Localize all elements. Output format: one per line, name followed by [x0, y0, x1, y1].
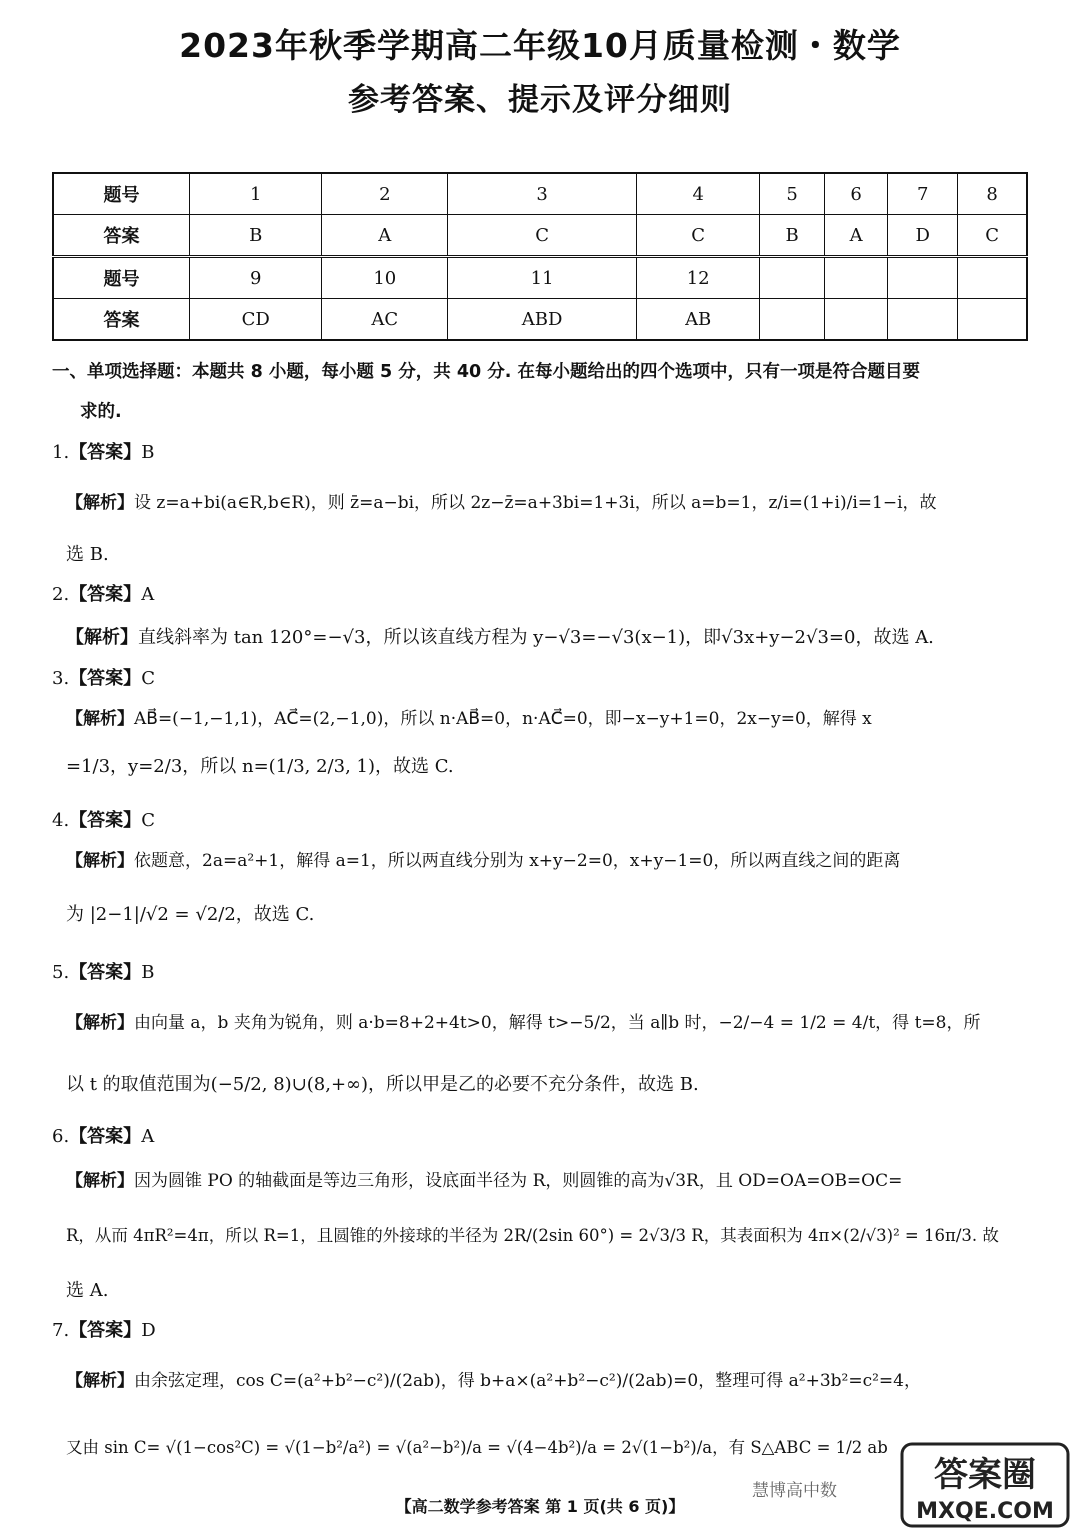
table-row-numbers-1: [53, 173, 1027, 215]
row-label: 题号: [53, 173, 190, 215]
table-cell: C: [448, 215, 637, 257]
table-cell: 10: [322, 257, 448, 299]
explain-text: AB⃗=(−1,−1,1)，AC⃗=(2,−1,0)，所以 n·AB⃗=0，n·AC⃗=0，即−x−y+1=0，2x−y=0，解得 x: [134, 709, 872, 729]
table-cell: [760, 299, 824, 341]
table-cell: [958, 299, 1027, 341]
q1-explanation-cont: 选 B.: [66, 544, 109, 565]
table-cell: 4: [637, 173, 760, 215]
answer-tag: 【答案】: [69, 810, 142, 831]
table-row-answers-2: [53, 299, 1027, 341]
q7-explanation: [66, 1366, 921, 1391]
answer-table: [52, 172, 1028, 341]
table-cell: C: [637, 215, 760, 257]
answer-value: A: [141, 1126, 155, 1147]
answer-value: C: [141, 668, 155, 689]
explain-text: 直线斜率为 tan 120°=−√3，所以该直线方程为 y−√3=−√3(x−1)，即√3x+y−2√3=0，故选 A.: [138, 627, 934, 648]
watermark-logo-url: MXQE.COM: [916, 1499, 1054, 1524]
answer-tag: 【答案】: [69, 1320, 142, 1341]
table-cell: 12: [637, 257, 760, 299]
table-cell: A: [322, 215, 448, 257]
table-cell: 7: [888, 173, 958, 215]
explain-tag: 【解析】: [66, 1171, 134, 1191]
row-label: 答案: [53, 215, 190, 257]
q1-answer: [52, 438, 154, 464]
page-subtitle: 参考答案、提示及评分细则: [348, 82, 732, 118]
explain-tag: 【解析】: [66, 1013, 134, 1033]
row-label: 答案: [53, 299, 190, 341]
q6-explanation: [66, 1166, 902, 1191]
q-number: 6.: [52, 1126, 70, 1147]
page-footer: 【高二数学参考答案 第 1 页(共 6 页)】: [395, 1497, 685, 1516]
watermark-account: 慧博高中数: [752, 1481, 837, 1501]
q3-explanation: [66, 704, 872, 729]
q6-answer: [52, 1122, 154, 1148]
q-number: 1.: [52, 442, 70, 463]
table-row-numbers-2: [53, 257, 1027, 299]
q6-explanation-cont: R，从而 4πR²=4π，所以 R=1，且圆锥的外接球的半径为 2R/(2sin 60°) = 2√3/3 R，其表面积为 4π×(2/√3)² = 16π/3. 故: [66, 1226, 999, 1245]
q-number: 2.: [52, 584, 70, 605]
table-cell: 8: [958, 173, 1027, 215]
q3-answer: [52, 664, 155, 690]
explain-tag: 【解析】: [66, 1371, 134, 1391]
explain-tag: 【解析】: [66, 627, 138, 648]
q-number: 3.: [52, 668, 70, 689]
answer-value: A: [141, 584, 155, 605]
table-cell: 11: [448, 257, 637, 299]
table-cell: 3: [448, 173, 637, 215]
table-cell: AB: [637, 299, 760, 341]
table-cell: A: [824, 215, 887, 257]
answer-value: B: [141, 442, 155, 463]
table-cell: D: [888, 215, 958, 257]
q2-answer: [52, 580, 154, 606]
row-label: 题号: [53, 257, 190, 299]
explain-text: 由余弦定理，cos C=(a²+b²−c²)/(2ab)，得 b+a×(a²+b²−c²)/(2ab)=0，整理可得 a²+3b²=c²=4，: [134, 1371, 921, 1391]
explain-text: 依题意，2a=a²+1，解得 a=1，所以两直线分别为 x+y−2=0，x+y−1=0，所以两直线之间的距离: [134, 851, 901, 871]
table-cell: 5: [760, 173, 824, 215]
table-cell: [760, 257, 824, 299]
table-cell: 2: [322, 173, 448, 215]
q4-answer: [52, 806, 155, 832]
explain-tag: 【解析】: [66, 493, 134, 513]
answer-tag: 【答案】: [69, 1126, 142, 1147]
explain-text: 设 z=a+bi(a∈R,b∈R)，则 z̄=a−bi，所以 2z−z̄=a+3bi=1+3i，所以 a=b=1，z/i=(1+i)/i=1−i，故: [134, 493, 937, 513]
q-number: 7.: [52, 1320, 70, 1341]
table-cell: ABD: [448, 299, 637, 341]
watermark-logo-text: 答案圈: [934, 1455, 1036, 1495]
table-cell: B: [760, 215, 824, 257]
answer-value: B: [141, 962, 155, 983]
q-number: 4.: [52, 810, 70, 831]
section-heading: 一、单项选择题：本题共 8 小题，每小题 5 分，共 40 分. 在每小题给出的四个选项中，只有一项是符合题目要: [52, 362, 920, 382]
table-row-answers-1: [53, 215, 1027, 257]
answer-tag: 【答案】: [69, 668, 142, 689]
table-cell: AC: [322, 299, 448, 341]
answer-tag: 【答案】: [69, 442, 142, 463]
answer-value: D: [141, 1320, 156, 1341]
explain-text: 因为圆锥 PO 的轴截面是等边三角形，设底面半径为 R，则圆锥的高为√3R，且 OD=OA=OB=OC=: [134, 1171, 903, 1191]
q4-explanation-cont: 为 |2−1|/√2 = √2/2，故选 C.: [66, 904, 315, 925]
q5-explanation-cont: 以 t 的取值范围为(−5/2, 8)∪(8,+∞)，所以甲是乙的必要不充分条件，故选 B.: [66, 1074, 699, 1095]
table-cell: 6: [824, 173, 887, 215]
answer-tag: 【答案】: [69, 962, 142, 983]
q2-explanation: [66, 623, 934, 649]
q7-explanation-cont: 又由 sin C= √(1−cos²C) = √(1−b²/a²) = √(a²−b²)/a = √(4−4b²)/a = 2√(1−b²)/a，有 S△ABC = 1/2 ab: [66, 1438, 888, 1457]
q6-explanation-cont2: 选 A.: [66, 1280, 109, 1301]
answer-tag: 【答案】: [69, 584, 142, 605]
explain-tag: 【解析】: [66, 709, 134, 729]
table-cell: [888, 257, 958, 299]
q4-explanation: [66, 846, 900, 871]
explain-text: 由向量 a，b 夹角为锐角，则 a·b=8+2+4t>0，解得 t>−5/2，当 a∥b 时，−2/−4 = 1/2 = 4/t，得 t=8，所: [134, 1013, 981, 1033]
answer-value: C: [141, 810, 155, 831]
table-cell: C: [958, 215, 1027, 257]
table-cell: 9: [190, 257, 322, 299]
q-number: 5.: [52, 962, 70, 983]
table-cell: CD: [190, 299, 322, 341]
table-cell: [958, 257, 1027, 299]
q3-explanation-cont: =1/3，y=2/3，所以 n=(1/3, 2/3, 1)，故选 C.: [66, 756, 454, 777]
explain-tag: 【解析】: [66, 851, 134, 871]
q7-answer: [52, 1316, 156, 1342]
table-cell: [888, 299, 958, 341]
q5-answer: [52, 958, 154, 984]
page-title: 2023年秋季学期高二年级10月质量检测・数学: [179, 26, 901, 65]
table-cell: 1: [190, 173, 322, 215]
table-cell: B: [190, 215, 322, 257]
section-heading-cont: 求的.: [80, 402, 122, 422]
q5-explanation: [66, 1008, 980, 1033]
table-cell: [824, 299, 887, 341]
table-cell: [824, 257, 887, 299]
q1-explanation: [66, 488, 937, 513]
